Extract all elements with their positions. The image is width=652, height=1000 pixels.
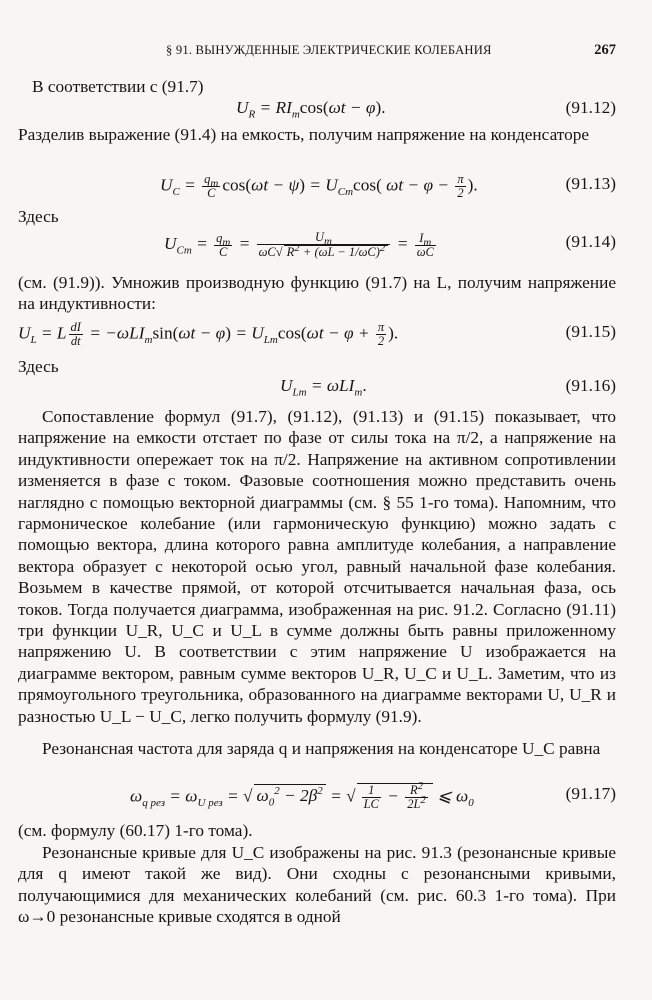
equation-91-13-label: (91.13)	[565, 174, 616, 193]
see-formula-line: (см. формулу (60.17) 1-го тома).	[18, 821, 253, 840]
comparison-paragraph: Сопоставление формул (91.7), (91.12), (91.13) и (91.15) показывает, что напряжение на емкости отстает по фазе от силы тока на π/2, а напряжение на индуктивности опережает ток на π/2. Напряжение на активном сопротивлении изменяется в фазе с током. Фазовые соотношения можно представить очень наглядно с помощью векторной диаграммы (см. § 55 1-го тома). Напомним, что гармоническое колебание (или гармоническую функцию) можно задать с помощью вектора, длина которого равна амплитуде колебания, а направление вектора образует с некоторой осью угол, равный начальной фазе колебания. Возьмем в качестве прямой, от которой отсчитывается начальная фаза, ось токов. Тогда получается диаграмма, изображенная на рис. 91.2. Согласно (91.11) три функции U_R, U_C и U_L в сумме должны быть равны приложенному напряжению U. В соответствии с этим напряжение U изображается на диаграмме вектором, равным сумме векторов U_R, U_C и U_L. Заметим, что из прямоугольного треугольника, образованного на диаграмме векторами U, U_R и разностью U_L − U_C, легко получить формулу (91.9).	[18, 407, 616, 726]
equation-91-12-label: (91.12)	[565, 98, 616, 117]
running-title: § 91. ВЫНУЖДЕННЫЕ ЭЛЕКТРИЧЕСКИЕ КОЛЕБАНИЯ	[166, 43, 492, 57]
resonance-intro-paragraph: Резонансная частота для заряда q и напряжения на конденсаторе U_C равна	[42, 739, 601, 758]
capacitor-intro-paragraph: Разделив выражение (91.4) на емкость, получим напряжение на конденсаторе	[18, 125, 590, 144]
equation-91-14	[18, 228, 616, 259]
equation-91-15-body: $U_L = L$ $\frac{dI}{dt}$ = $-\omega LI_m\sin(\omega t - \varphi) = U_{Lm}\cos(\omega t - \varphi$ + $\frac{\pi}{2}$ ).	[18, 320, 399, 348]
equation-91-16	[18, 372, 616, 400]
equation-91-16-body: $U_{Lm} = \omega LI_m$.	[280, 376, 367, 399]
here-label-1: Здесь	[18, 207, 59, 226]
inductance-intro-paragraph: (см. (91.9)). Умножив производную функцию (91.7) на L, получим напряжение на индуктивности:	[18, 273, 616, 314]
equation-91-13	[18, 170, 616, 198]
equation-91-17-body: $\omega_{q рез} = \omega_{U рез}$ = √ $\omega_0^2 - 2\beta^2$ = √ $\frac{1}{LC}$ − $\frac{R^2}{2L^2}$ ⩽ $\omega_0$	[130, 779, 474, 811]
equation-91-17-label: (91.17)	[565, 784, 616, 803]
equation-91-14-body: $U_{Cm}$ = $\frac{q_m}{C}$ = $\frac{U_m}{\omega C√ R^2 + (\omega L - 1/\omega C)^2}$ = $\frac{I_m}{\omega C}$	[164, 230, 434, 259]
equation-91-12	[18, 94, 616, 122]
equation-91-15-label: (91.15)	[565, 322, 616, 341]
intro-paragraph: В соответствии с (91.7)	[32, 77, 204, 96]
equation-91-13-body: $U_C$ = $\frac{q_m}{C}$ $\cos(\omega t - \psi) = U_{Cm}\cos$( ωt − φ − $\frac{\pi}{2}$ ).	[160, 172, 478, 200]
here-label-2: Здесь	[18, 357, 59, 376]
equation-91-16-label: (91.16)	[565, 376, 616, 395]
equation-91-17	[18, 779, 616, 811]
equation-91-12-body: $U_R = RI_m\cos(\omega t - \varphi)$.	[236, 98, 386, 121]
running-header	[18, 40, 616, 58]
page-number: 267	[594, 42, 616, 58]
equation-91-14-label: (91.14)	[565, 232, 616, 251]
equation-91-15	[18, 318, 616, 346]
book-page	[18, 0, 616, 1000]
resonance-curves-paragraph: Резонансные кривые для U_C изображены на рис. 91.3 (резонансные кривые для q имеют такой же вид). Они сходны с резонансными кривыми, получающимися для механических колебаний (см. рис. 60.3 1-го тома). При ω→0 резонансные кривые сходятся в одной	[18, 843, 616, 927]
